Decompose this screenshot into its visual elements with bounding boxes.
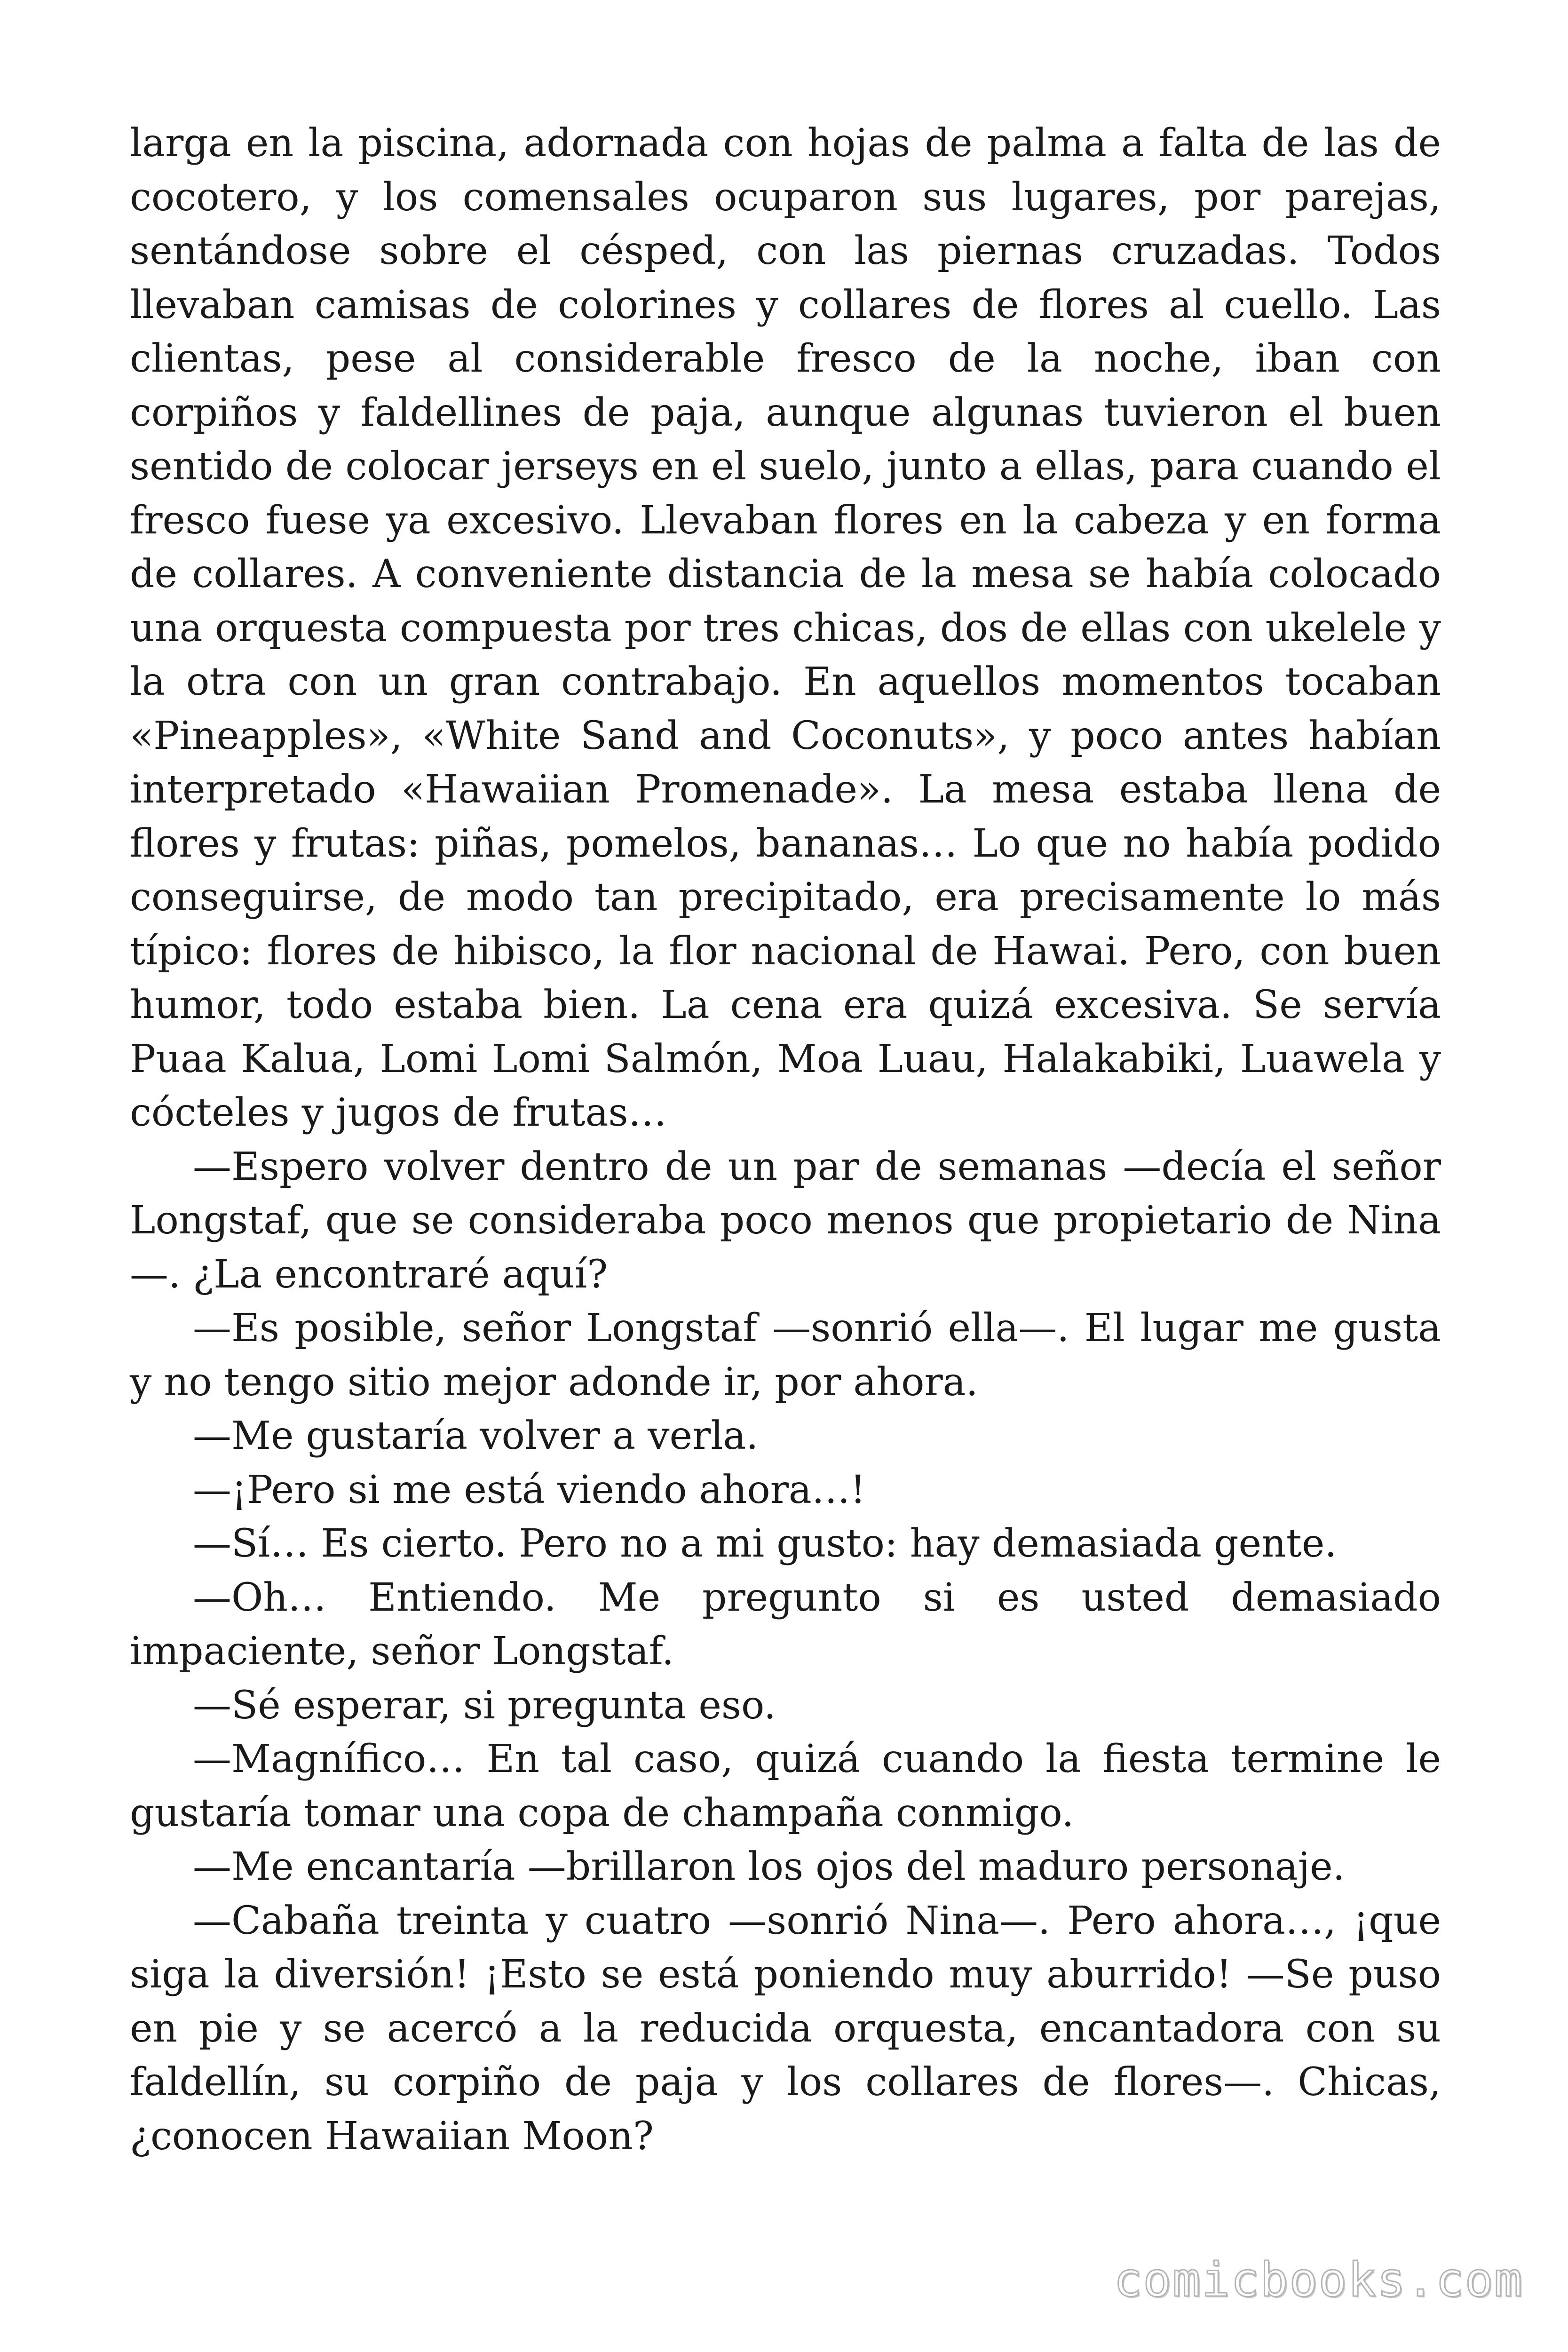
paragraph-dialogue-4: —¡Pero si me está viendo ahora…! — [193, 1467, 866, 1512]
paragraph-dialogue-6: —Oh… Entiendo. Me pregunto si es usted demasiado impaciente, señor Longstaf. — [130, 1575, 1441, 1674]
page-body — [130, 117, 1441, 2163]
paragraph-dialogue-8: —Magnífico… En tal caso, quizá cuando la fiesta termine le gustaría tomar una copa de champaña conmigo. — [130, 1737, 1441, 1836]
paragraph-narration: larga en la piscina, adornada con hojas de palma a falta de las de cocotero, y los comensales ocuparon sus lugares, por parejas, sentándose sobre el césped, con las piernas cruzadas. Todos llevaban camisas de colorines y collares de flores al cuello. Las clientas, pese al considerable fresco de la noche, iban con corpiños y faldellines de paja, aunque algunas tuvieron el buen sentido de colocar jerseys en el suelo, junto a ellas, para cuando el fresco fuese ya excesivo. Llevaban flores en la cabeza y en forma de collares. A conveniente distancia de la mesa se había colocado una orquesta compuesta por tres chicas, dos de ellas con ukelele y la otra con un gran contrabajo. En aquellos momentos tocaban «Pineapples», «White Sand and Coconuts», y poco antes habían interpretado «Hawaiian Promenade». La mesa estaba llena de flores y frutas: piñas, pomelos, bananas… Lo que no había podido conseguirse, de modo tan precipitado, era precisamente lo más típico: flores de hibisco, la flor nacional de Hawai. Pero, con buen humor, todo estaba bien. La cena era quizá excesiva. Se servía Puaa Kalua, Lomi Lomi Salmón, Moa Luau, Halakabiki, Luawela y cócteles y jugos de frutas… — [130, 121, 1441, 1135]
paragraph-dialogue-2: —Es posible, señor Longstaf —sonrió ella—. El lugar me gusta y no tengo sitio mejor adonde ir, por ahora. — [130, 1306, 1441, 1405]
paragraph-dialogue-5: —Sí… Es cierto. Pero no a mi gusto: hay demasiada gente. — [193, 1521, 1337, 1566]
paragraph-dialogue-3: —Me gustaría volver a verla. — [193, 1414, 759, 1458]
watermark-logo: comicbooks.com — [1114, 2252, 1523, 2307]
paragraph-dialogue-1: —Espero volver dentro de un par de semanas —decía el señor Longstaf, que se consideraba poco menos que propietario de Nina —. ¿La encontraré aquí? — [130, 1144, 1441, 1297]
paragraph-dialogue-10: —Cabaña treinta y cuatro —sonrió Nina—. Pero ahora…, ¡que siga la diversión! ¡Esto se está poniendo muy aburrido! —Se puso en pie y se acercó a la reducida orquesta, encantadora con su faldellín, su corpiño de paja y los collares de flores—. Chicas, ¿conocen Hawaiian Moon? — [130, 1898, 1441, 2159]
paragraph-dialogue-7: —Sé esperar, si pregunta eso. — [193, 1683, 776, 1728]
paragraph-dialogue-9: —Me encantaría —brillaron los ojos del maduro personaje. — [193, 1844, 1345, 1889]
